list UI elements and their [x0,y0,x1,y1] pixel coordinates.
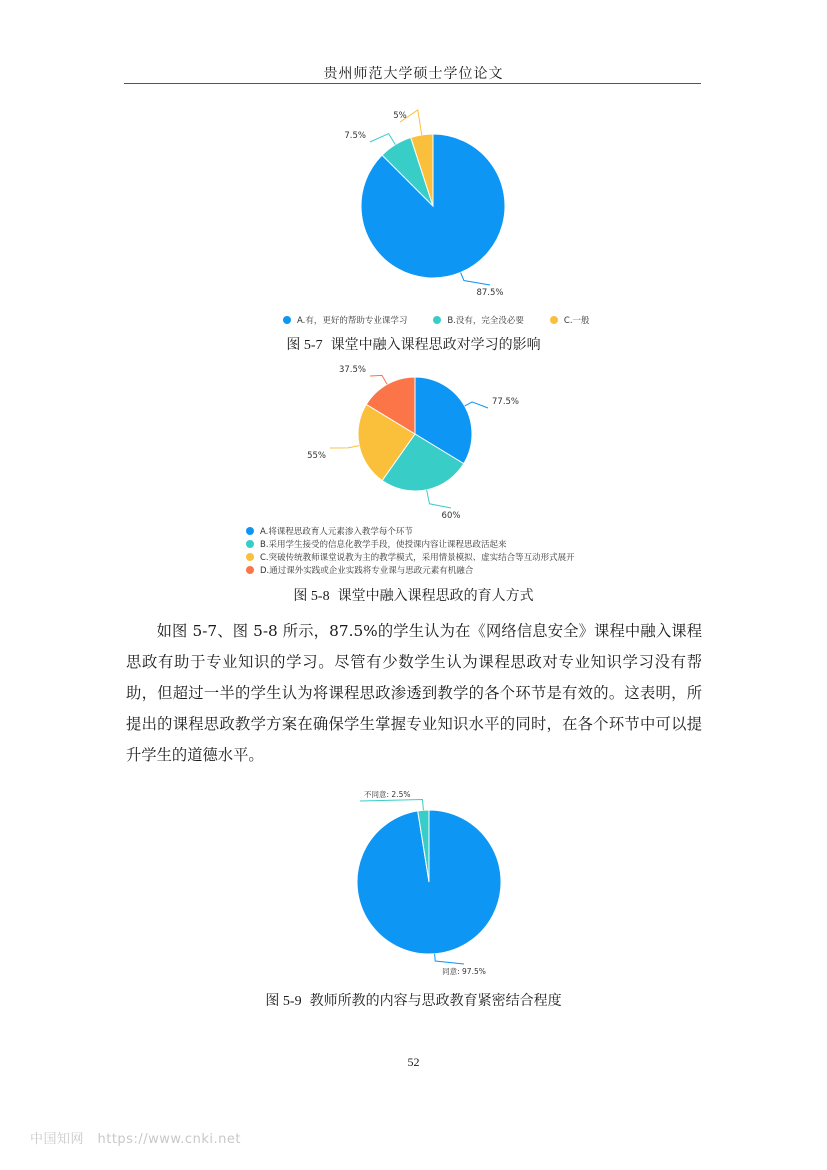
legend-label: C.突破传统教师课堂说教为主的教学模式，采用情景模拟、虚实结合等互动形式展开 [260,553,575,563]
slice-data-label: 55% [307,451,326,461]
cnki-watermark: 中国知网 https://www.cnki.net [30,1132,241,1147]
legend-item [550,314,590,326]
legend-swatch [246,553,254,561]
legend-swatch [246,527,254,535]
figure-caption-5-7 [0,334,827,354]
legend-item [433,314,524,326]
body-text [126,616,702,771]
pie-chart-fig-5-7 [320,100,550,310]
caption-number: 图 5-7 [286,338,323,353]
legend-item [246,538,575,550]
slice-data-label: 同意: 97.5% [442,967,486,976]
slice-data-label: 5% [393,111,407,121]
leader-line [370,134,395,145]
legend-item [246,525,575,537]
leader-line [360,800,423,811]
slice-data-label: 37.5% [338,365,366,375]
header-rule [124,83,701,84]
caption-text: 教师所教的内容与思政教育紧密结合程度 [309,993,562,1009]
leader-line [461,273,490,286]
slice-data-label: 87.5% [476,288,504,298]
caption-text: 课堂中融入课程思政的育人方式 [337,588,534,604]
figure-caption-5-9 [0,990,827,1010]
caption-number: 图 5-8 [293,589,330,604]
running-header: 贵州师范大学硕士学位论文 [323,66,504,82]
legend-label: D.通过课外实践或企业实践将专业课与思政元素有机融合 [260,566,474,576]
legend-swatch [246,566,254,574]
legend-fig-5-7 [283,314,590,326]
figure-caption-5-8 [0,585,827,605]
legend-item [246,551,575,563]
legend-swatch [550,316,558,324]
legend-swatch [433,316,441,324]
slice-data-label: 77.5% [492,397,520,407]
leader-line [427,490,451,508]
legend-label: A.将课程思政育人元素渗入教学每个环节 [260,527,413,537]
pie-chart-fig-5-8 [296,360,546,525]
legend-fig-5-8 [246,525,575,576]
legend-swatch [283,316,291,324]
legend-swatch [246,540,254,548]
leader-line [330,446,359,448]
leader-line [435,954,464,964]
page-number: 52 [407,1055,420,1069]
legend-label: B.采用学生接受的信息化教学手段，使授课内容让课程思政活起来 [260,540,507,550]
pie-chart-fig-5-9 [340,784,540,984]
legend-item [283,314,407,326]
caption-text: 课堂中融入课程思政对学习的影响 [330,337,541,353]
legend-label: A.有，更好的帮助专业课学习 [297,316,408,326]
slice-data-label: 7.5% [344,131,366,141]
legend-label: C.一般 [563,316,590,326]
legend-label: B.没有，完全没必要 [447,316,524,326]
caption-number: 图 5-9 [265,994,302,1009]
slice-data-label: 不同意: 2.5% [364,790,411,799]
slice-data-label: 60% [441,511,461,521]
leader-line [370,375,387,384]
legend-item [246,564,575,576]
body-paragraph: 如图 5-7、图 5-8 所示，87.5%的学生认为在《网络信息安全》课程中融入课程思政有助于专业知识的学习。尽管有少数学生认为课程思政对专业知识学习没有帮助，但超过一半的学生认为将课程思政渗透到教学的各个环节是有效的。这表明，所提出的课程思政教学方案在确保学生掌握专业知识水平的同时，在各个环节中可以提升学生的道德水平。 [126,622,702,764]
leader-line [465,402,488,408]
